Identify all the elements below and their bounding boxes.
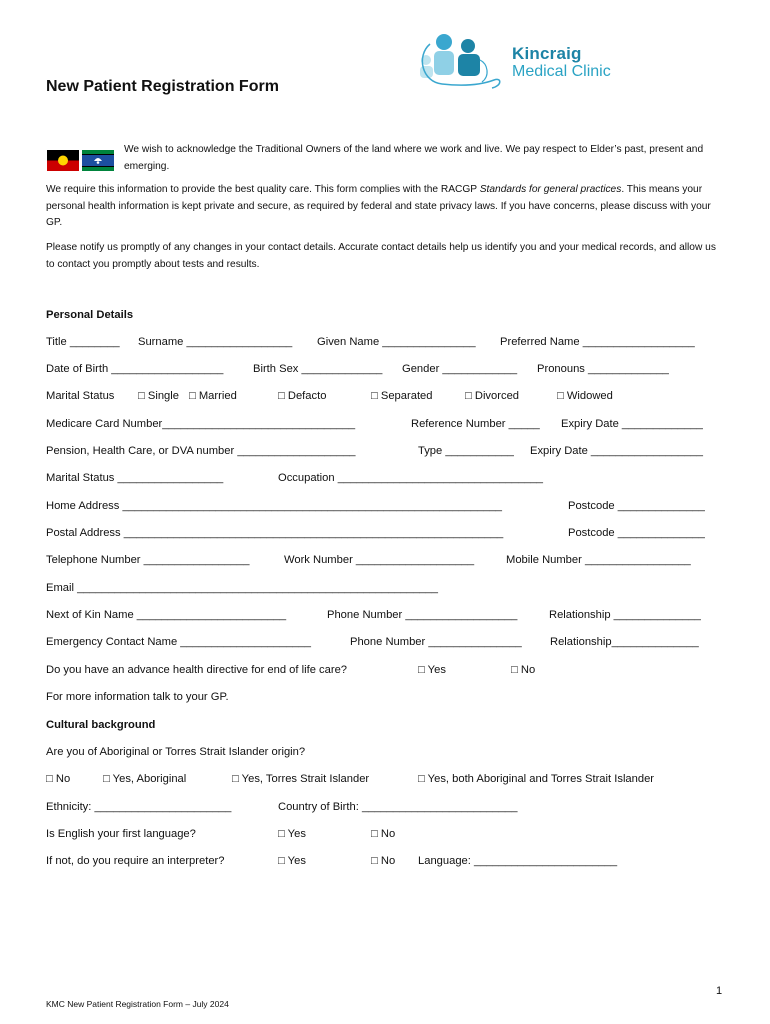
home-postcode-field[interactable]: Postcode ______________	[568, 500, 705, 512]
postal-postcode-field[interactable]: Postcode ______________	[568, 527, 705, 539]
language-field[interactable]: Language: _______________________	[418, 855, 618, 867]
english-no-checkbox[interactable]: □ No	[371, 828, 396, 840]
concession-type-field[interactable]: Type ___________	[418, 445, 514, 457]
advance-directive-question: Do you have an advance health directive for end of life care?	[46, 664, 348, 676]
married-checkbox[interactable]: □ Married	[189, 390, 237, 402]
defacto-checkbox[interactable]: □ Defacto	[278, 390, 327, 402]
concession-number-field[interactable]: Pension, Health Care, or DVA number ___________________	[46, 445, 356, 457]
occupation-field[interactable]: Occupation _________________________________	[278, 472, 544, 484]
emergency-phone-field[interactable]: Phone Number _______________	[350, 636, 522, 648]
postal-address-field[interactable]: Postal Address _____________________________________________________________	[46, 527, 504, 539]
origin-no-checkbox[interactable]: □ No	[46, 773, 71, 785]
surname-field[interactable]: Surname _________________	[138, 336, 293, 348]
given-name-field[interactable]: Given Name _______________	[317, 336, 476, 348]
next-of-kin-field[interactable]: Next of Kin Name ________________________	[46, 609, 287, 621]
country-of-birth-field[interactable]: Country of Birth: _________________________	[278, 801, 518, 813]
dob-field[interactable]: Date of Birth __________________	[46, 363, 224, 375]
title-field[interactable]: Title ________	[46, 336, 120, 348]
medicare-reference-field[interactable]: Reference Number _____	[411, 418, 540, 430]
torres-strait-flag-icon	[82, 150, 114, 171]
origin-torres-strait-checkbox[interactable]: □ Yes, Torres Strait Islander	[232, 773, 370, 785]
interpreter-question: If not, do you require an interpreter?	[46, 855, 225, 867]
preferred-name-field[interactable]: Preferred Name __________________	[500, 336, 695, 348]
emergency-relationship-field[interactable]: Relationship______________	[550, 636, 699, 648]
telephone-field[interactable]: Telephone Number _________________	[46, 554, 250, 566]
email-field[interactable]: Email __________________________________________________________	[46, 582, 438, 594]
divorced-checkbox[interactable]: □ Divorced	[465, 390, 520, 402]
marital-status-field[interactable]: Marital Status _________________	[46, 472, 224, 484]
widowed-checkbox[interactable]: □ Widowed	[557, 390, 613, 402]
home-address-field[interactable]: Home Address _____________________________________________________________	[46, 500, 503, 512]
interpreter-yes-checkbox[interactable]: □ Yes	[278, 855, 306, 867]
origin-both-checkbox[interactable]: □ Yes, both Aboriginal and Torres Strait Islander	[418, 773, 655, 785]
origin-aboriginal-checkbox[interactable]: □ Yes, Aboriginal	[103, 773, 187, 785]
aboriginal-flag-icon	[47, 150, 79, 171]
single-checkbox[interactable]: □ Single	[138, 390, 179, 402]
advance-directive-no-checkbox[interactable]: □ No	[511, 664, 536, 676]
acknowledgement-text: We wish to acknowledge the Traditional Owners of the land where we work and live. We pay respect to Elder’s past, present and emerging.	[124, 144, 704, 172]
section-heading-personal: Personal Details	[46, 309, 134, 321]
next-of-kin-relationship-field[interactable]: Relationship ______________	[549, 609, 701, 621]
medicare-expiry-field[interactable]: Expiry Date _____________	[561, 418, 703, 430]
contact-paragraph: Please notify us promptly of any changes in your contact details. Accurate contact details help us identify you and your medical records, and allow us to contact you promptly about tests and results.	[46, 242, 716, 270]
separated-checkbox[interactable]: □ Separated	[371, 390, 433, 402]
emergency-contact-field[interactable]: Emergency Contact Name _____________________	[46, 636, 311, 648]
marital-status-label: Marital Status	[46, 390, 115, 402]
origin-question: Are you of Aboriginal or Torres Strait Islander origin?	[46, 746, 306, 758]
gender-field[interactable]: Gender ____________	[402, 363, 518, 375]
concession-expiry-field[interactable]: Expiry Date __________________	[530, 445, 703, 457]
interpreter-no-checkbox[interactable]: □ No	[371, 855, 396, 867]
next-of-kin-phone-field[interactable]: Phone Number __________________	[327, 609, 518, 621]
english-yes-checkbox[interactable]: □ Yes	[278, 828, 306, 840]
logo-name: Kincraig	[512, 44, 582, 63]
page-number: 1	[716, 985, 723, 997]
english-question: Is English your first language?	[46, 828, 196, 840]
medicare-number-field[interactable]: Medicare Card Number_______________________________	[46, 418, 356, 430]
page-title: New Patient Registration Form	[46, 78, 279, 95]
work-number-field[interactable]: Work Number ___________________	[284, 554, 475, 566]
ethnicity-field[interactable]: Ethnicity: ______________________	[46, 801, 232, 813]
birth-sex-field[interactable]: Birth Sex _____________	[253, 363, 383, 375]
mobile-number-field[interactable]: Mobile Number _________________	[506, 554, 691, 566]
footer-text: KMC New Patient Registration Form – July 2024	[46, 999, 229, 1009]
privacy-paragraph: We require this information to provide the best quality care. This form complies with the RACGP Standards for general practices. This means your personal health information is kept private and secure, as required by federal and state privacy laws. If you have concerns, please discuss with your GP.	[46, 184, 711, 228]
section-heading-cultural: Cultural background	[46, 719, 156, 731]
logo-subtitle: Medical Clinic	[512, 63, 611, 80]
pronouns-field[interactable]: Pronouns _____________	[537, 363, 669, 375]
advance-directive-yes-checkbox[interactable]: □ Yes	[418, 664, 446, 676]
gp-info-note: For more information talk to your GP.	[46, 691, 229, 703]
